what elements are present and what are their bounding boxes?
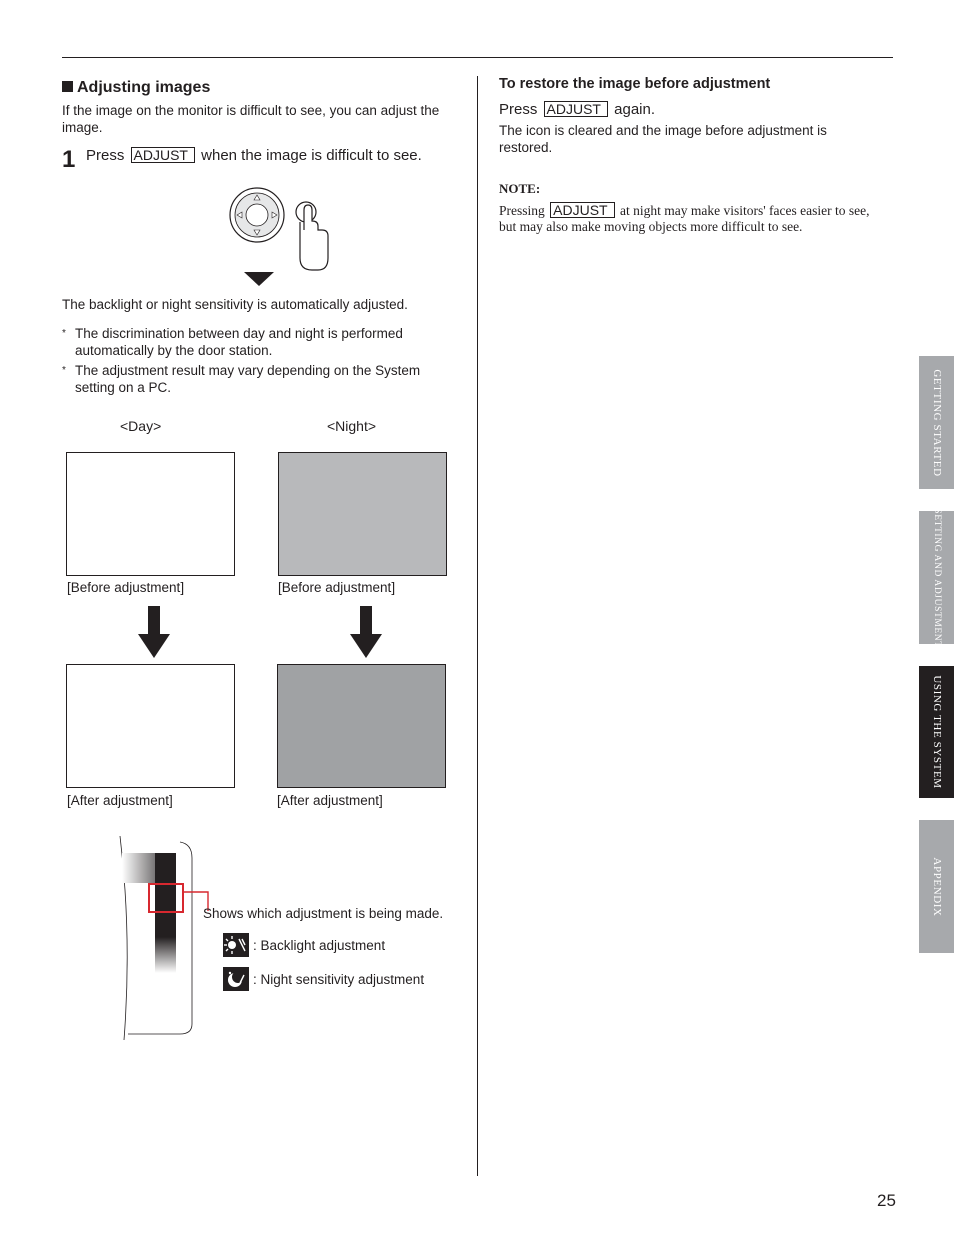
adjust-key-label: ADJUST	[544, 101, 608, 117]
monitor-edge-illustration	[118, 836, 198, 1042]
tab-using-the-system: USING THE SYSTEM	[919, 666, 954, 798]
tab-appendix: APPENDIX	[919, 820, 954, 953]
section-heading: Adjusting images	[62, 79, 210, 97]
step-1	[62, 146, 75, 174]
adjust-key-label: ADJUST	[550, 202, 614, 218]
backlight-legend-text: : Backlight adjustment	[253, 938, 386, 953]
restore-description: The icon is cleared and the image before adjustment is restored.	[499, 123, 827, 155]
note-heading: NOTE:	[499, 181, 541, 196]
column-divider	[477, 76, 478, 1176]
night-after-caption: [After adjustment]	[277, 793, 383, 808]
square-bullet-icon	[62, 81, 73, 92]
day-before-caption: [Before adjustment]	[67, 580, 185, 595]
highlight-box	[148, 883, 184, 913]
step-number: 1	[62, 146, 76, 173]
indicator-label: Shows which adjustment is being made.	[203, 906, 444, 921]
restore-heading: To restore the image before adjustment	[499, 76, 771, 92]
night-down-arrow-icon	[350, 606, 382, 658]
day-heading: <Day>	[120, 418, 162, 434]
restore-instruction: Press ADJUST again.	[499, 101, 656, 118]
tab-setting-and-adjustment: SETTING AND ADJUSTMENT	[919, 511, 954, 644]
note-item: * The discrimination between day and night is performed automatically by the door station.	[62, 326, 403, 358]
day-after-image	[66, 664, 235, 788]
notes-list	[62, 325, 462, 396]
night-legend-text: : Night sensitivity adjustment	[253, 972, 425, 987]
night-before-image	[278, 452, 447, 576]
result-text: The backlight or night sensitivity is automatically adjusted.	[62, 297, 408, 312]
down-triangle-icon	[244, 272, 274, 286]
night-heading: <Night>	[327, 418, 377, 434]
adjust-key-label: ADJUST	[131, 147, 195, 163]
note-text: Pressing ADJUST at night may make visitors' faces easier to see, but may also make moving objects more difficult to see.	[499, 202, 870, 234]
section-intro: If the image on the monitor is difficult to see, you can adjust the image.	[62, 103, 440, 135]
tab-getting-started: GETTING STARTED	[919, 356, 954, 489]
top-rule	[62, 57, 893, 58]
step-1-text: Press ADJUST when the image is difficult to see.	[86, 147, 422, 164]
night-after-image	[277, 664, 446, 788]
note-item: * The adjustment result may vary depending on the System setting on a PC.	[62, 363, 421, 395]
backlight-adjust-icon	[223, 933, 249, 957]
night-sensitivity-icon	[223, 967, 249, 991]
adjust-button-illustration	[228, 186, 338, 272]
page-number: 25	[877, 1191, 896, 1210]
day-after-caption: [After adjustment]	[67, 793, 173, 808]
day-before-image	[66, 452, 235, 576]
day-down-arrow-icon	[138, 606, 170, 658]
night-before-caption: [Before adjustment]	[278, 580, 396, 595]
